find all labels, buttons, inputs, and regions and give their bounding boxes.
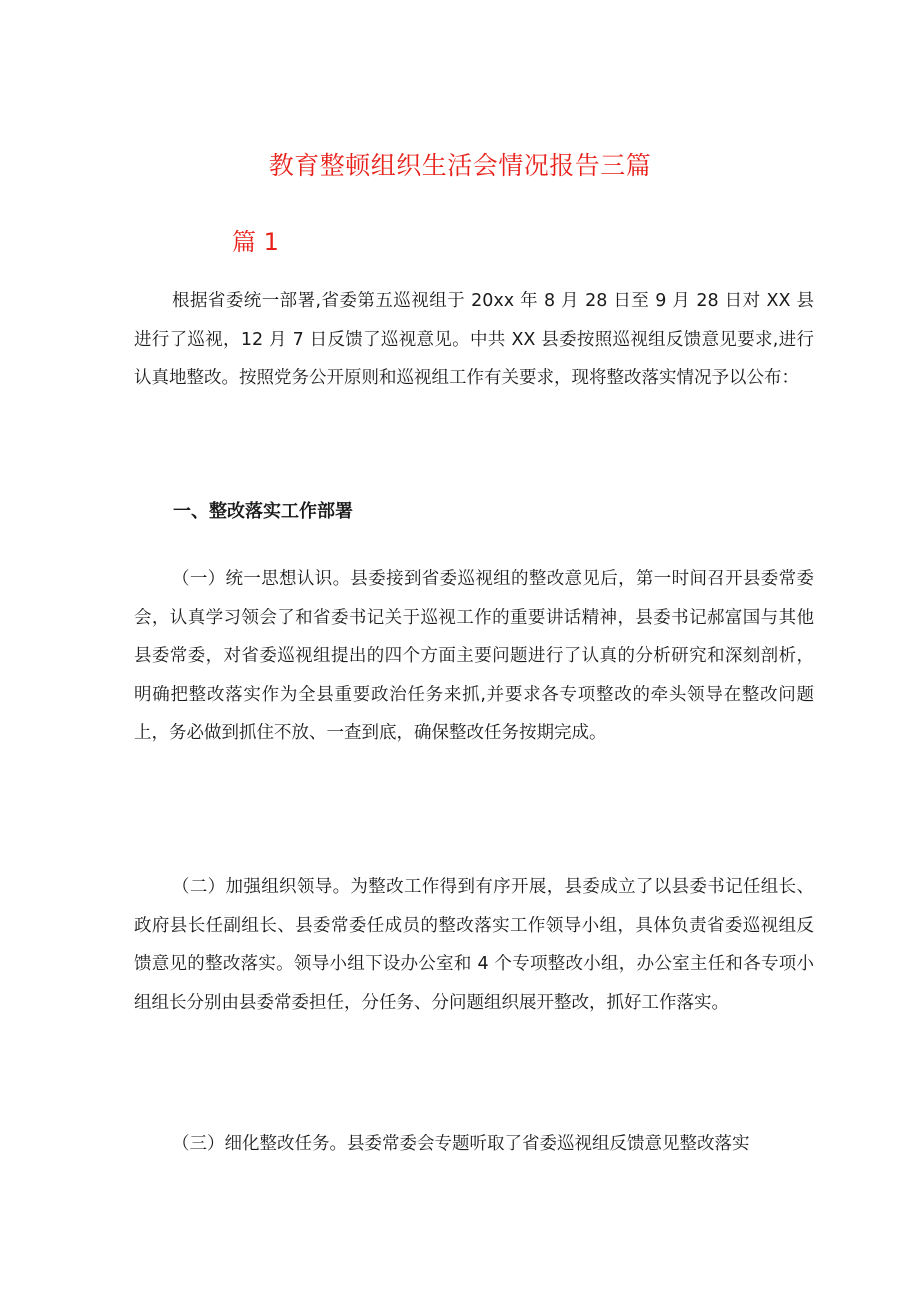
document-title: 教育整顿组织生活会情况报告三篇: [268, 151, 652, 180]
item-paragraph-1: （一）统一思想认识。县委接到省委巡视组的整改意见后，第一时间召开县委常委会，认真学习领会了和省委书记关于巡视工作的重要讲话精神，县委书记郝富国与其他县委常委，对省委巡视组提出的四个方面主要问题进行了认真的分析研究和深刻剖析，明确把整改落实作为全县重要政治任务来抓,并要求各专项整改的牵头领导在整改问题上，务必做到抓住不放、一查到底，确保整改任务按期完成。: [134, 569, 814, 744]
intro-paragraph: 根据省委统一部署,省委第五巡视组于 20xx 年 8 月 28 日至 9 月 28 日对 XX 县进行了巡视，12 月 7 日反馈了巡视意见。中共 XX 县委按照巡视组反馈意见要求,进行认真地整改。按照党务公开原则和巡视组工作有关要求，现将整改落实情况予以公布：: [134, 291, 814, 389]
section-heading: 一、整改落实工作部署: [173, 501, 353, 522]
item-paragraph-2: （二）加强组织领导。为整改工作得到有序开展，县委成立了以县委书记任组长、政府县长任副组长、县委常委任成员的整改落实工作领导小组，具体负责省委巡视组反馈意见的整改落实。领导小组下设办公室和 4 个专项整改小组，办公室主任和各专项小组组长分别由县委常委担任，分任务、分问题组织展开整改，抓好工作落实。: [134, 877, 814, 1013]
item-paragraph-3: （三）细化整改任务。县委常委会专题听取了省委巡视组反馈意见整改落实: [172, 1134, 750, 1154]
part-label: 篇 1: [232, 228, 279, 256]
